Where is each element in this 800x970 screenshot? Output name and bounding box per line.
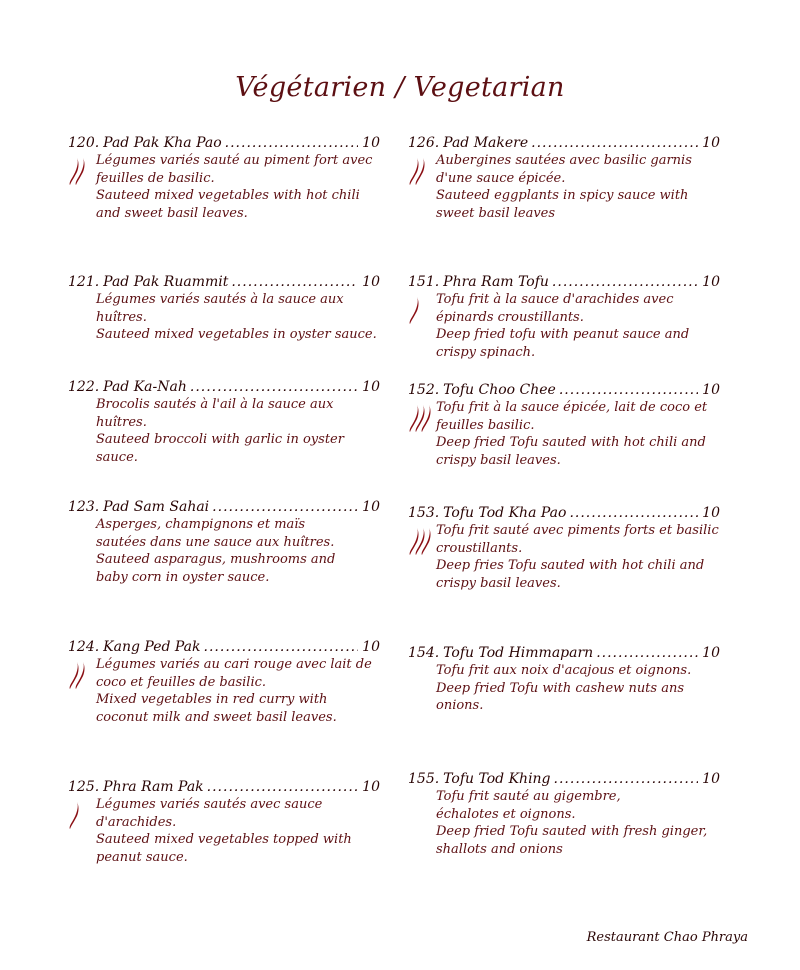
item-description-en: Mixed vegetables in red curry with coconut milk and sweet basil leaves. <box>96 692 337 725</box>
spice-chili-icon <box>406 526 434 556</box>
menu-item <box>68 273 380 344</box>
item-price: 10 <box>362 135 380 151</box>
item-description-fr: Brocolis sautés à l'ail à la sauce aux huîtres. <box>96 397 334 430</box>
item-description-en: Deep fries Tofu sauted with hot chili and crispy basil leaves. <box>436 558 705 591</box>
item-number: 153. <box>408 505 440 521</box>
item-number: 123. <box>68 499 100 515</box>
item-description-en: Sauteed broccoli with garlic in oyster sauce. <box>96 432 344 465</box>
item-number: 121. <box>68 274 100 290</box>
menu-item <box>408 134 720 222</box>
menu-item <box>68 134 380 222</box>
item-description-en: Sauteed mixed vegetables in oyster sauce. <box>96 327 377 342</box>
menu-item <box>408 381 720 469</box>
restaurant-name-footer: Restaurant Chao Phraya <box>586 930 748 945</box>
item-price: 10 <box>362 779 380 795</box>
item-description-fr: Tofu frit à la sauce épicée, lait de coco et feuilles basilic. <box>436 400 708 433</box>
page-title: Végétarien / Vegetarian <box>235 72 565 103</box>
item-name: Kang Ped Pak <box>103 639 201 655</box>
menu-item <box>408 504 720 592</box>
item-description-en: Deep fried Tofu with cashew nuts ans onions. <box>436 680 685 713</box>
menu-item <box>68 778 380 866</box>
spice-chili-icon <box>66 800 82 830</box>
item-description-fr: Tofu frit sauté au gigembre, échalotes et oignons. <box>436 789 621 822</box>
item-description-en: Deep fried Tofu sauted with fresh ginger, shallots and onions <box>436 824 708 857</box>
item-description-en: Deep fried tofu with peanut sauce and crispy spinach. <box>436 327 690 360</box>
item-description-en: Sauteed mixed vegetables with hot chili and sweet basil leaves. <box>96 188 360 221</box>
item-description-fr: Légumes variés au cari rouge avec lait de coco et feuilles de basilic. <box>96 657 372 690</box>
item-number: 126. <box>408 135 440 151</box>
dot-leader <box>212 498 358 516</box>
item-name: Pad Pak Kha Pao <box>103 135 222 151</box>
item-name: Pad Ka-Nah <box>103 379 187 395</box>
item-price: 10 <box>362 379 380 395</box>
item-number: 152. <box>408 382 440 398</box>
dot-leader <box>569 504 698 522</box>
item-description-en: Deep fried Tofu sauted with hot chili and crispy basil leaves. <box>436 435 706 468</box>
item-name: Tofu Tod Kha Pao <box>443 505 567 521</box>
item-name: Pad Sam Sahai <box>103 499 210 515</box>
item-name: Tofu Choo Chee <box>443 382 556 398</box>
item-name: Tofu Tod Khing <box>443 771 551 787</box>
item-name: Phra Ram Pak <box>103 779 204 795</box>
menu-item <box>68 638 380 726</box>
item-description-fr: Tofu frit sauté avec piments forts et basilic croustillants. <box>436 523 719 556</box>
item-description-fr: Légumes variés sauté au piment fort avec feuilles de basilic. <box>96 153 373 186</box>
chili-pepper-icon <box>70 802 79 829</box>
item-price: 10 <box>702 274 720 290</box>
dot-leader <box>204 638 359 656</box>
item-price: 10 <box>362 499 380 515</box>
item-price: 10 <box>362 639 380 655</box>
menu-item <box>68 378 380 466</box>
item-description-fr: Légumes variés sautés à la sauce aux huîtres. <box>96 292 344 325</box>
item-description-fr: Aubergines sautées avec basilic garnis d'une sauce épicée. <box>436 153 692 186</box>
item-number: 120. <box>68 135 100 151</box>
item-number: 122. <box>68 379 100 395</box>
spice-chili-icon <box>406 295 422 325</box>
item-price: 10 <box>362 274 380 290</box>
item-name: Phra Ram Tofu <box>443 274 549 290</box>
item-description-fr: Asperges, champignons et maïs sautées dans une sauce aux huîtres. <box>96 517 335 550</box>
dot-leader <box>531 134 698 152</box>
item-price: 10 <box>702 771 720 787</box>
item-description-en: Sauteed asparagus, mushrooms and baby corn in oyster sauce. <box>96 552 336 585</box>
item-number: 151. <box>408 274 440 290</box>
spice-chili-icon <box>66 156 88 186</box>
item-name: Pad Makere <box>443 135 529 151</box>
item-description-fr: Légumes variés sautés avec sauce d'arachides. <box>96 797 323 830</box>
menu-item <box>68 498 380 586</box>
item-number: 125. <box>68 779 100 795</box>
item-name: Pad Pak Ruammit <box>103 274 229 290</box>
item-name: Tofu Tod Himmaparn <box>443 645 594 661</box>
dot-leader <box>231 273 358 291</box>
dot-leader <box>554 770 699 788</box>
item-description-en: Sauteed mixed vegetables topped with peanut sauce. <box>96 832 352 865</box>
dot-leader <box>559 381 698 399</box>
spice-chili-icon <box>406 156 428 186</box>
item-description-fr: Tofu frit à la sauce d'arachides avec épinards croustillants. <box>436 292 674 325</box>
dot-leader <box>596 644 698 662</box>
item-price: 10 <box>702 382 720 398</box>
spice-chili-icon <box>406 403 434 433</box>
item-number: 155. <box>408 771 440 787</box>
item-description-en: Sauteed eggplants in spicy sauce with sweet basil leaves <box>436 188 689 221</box>
dot-leader <box>225 134 359 152</box>
dot-leader <box>190 378 358 396</box>
menu-item <box>408 273 720 361</box>
item-number: 124. <box>68 639 100 655</box>
item-price: 10 <box>702 135 720 151</box>
chili-pepper-icon <box>410 297 419 324</box>
item-price: 10 <box>702 645 720 661</box>
item-price: 10 <box>702 505 720 521</box>
item-number: 154. <box>408 645 440 661</box>
item-description-fr: Tofu frit aux noix d'acajous et oignons. <box>436 663 692 678</box>
spice-chili-icon <box>66 660 88 690</box>
dot-leader <box>552 273 698 291</box>
dot-leader <box>207 778 359 796</box>
menu-item <box>408 770 720 858</box>
menu-item <box>408 644 720 715</box>
